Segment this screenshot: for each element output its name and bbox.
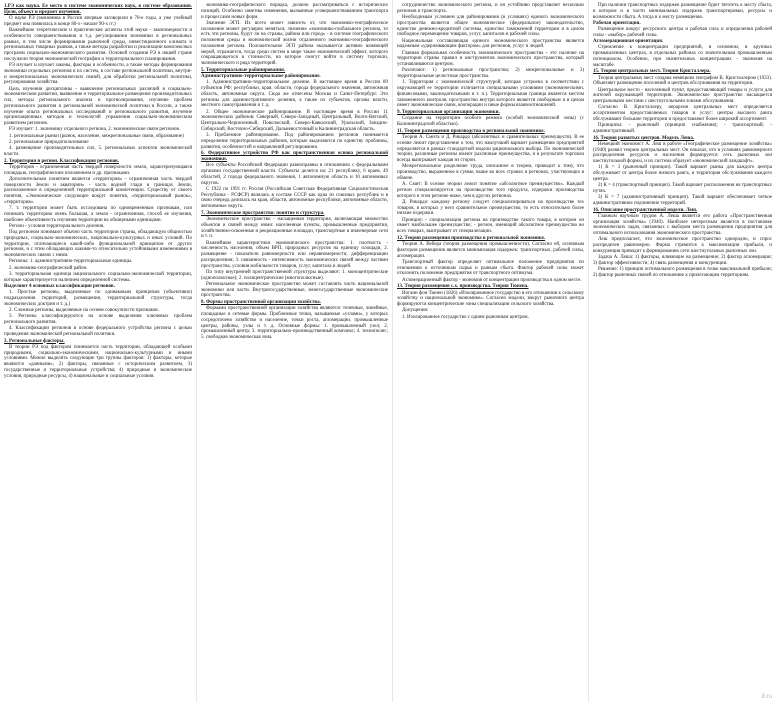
paragraph: Теория А. Смита и Д. Рикардо (абсолютных и сравнительных преимуществ). В ее основе лежит представление о том, что наилучший вариант размещения предприятий определяется в рамках стандартной модели рационального выбора. По экономической теории, различные регионы имеют различные преимущества, и в результате торговли всегда выигрывает каждая из сторон. — [397, 135, 584, 163]
paragraph: Цель изучения дисциплины - выявление региональных различий в социально-экономическом развитии, выявление и территориальное размещение производительных сил, методы регионального анализа и прогнозирования, изучение проблем регионального развития и региональной экономической политики в России, а также изучение опыта региональных исследований и регионального развития, изучение организационных методов и технологий управления социально-экономическим развитием регионов. — [4, 86, 192, 126]
paragraph: 2. Сложные регионы, выделяемые на основе совокупности признаков. — [9, 307, 159, 313]
paragraph: Территория - ограниченная часть твердой поверхности земли, характеризующаяся площадью, географическим положением и др. признаками. — [4, 164, 192, 176]
paragraph: экономико-географического порядка, должно рассматриваться с исторических позиций. Особенно заметны изменения, вызванные усовершенствованием транспорта и процессами новых форм. — [201, 3, 388, 20]
section-heading: 13. Теория размещения с.х. производства. Теория Тюнена. — [397, 284, 529, 290]
section-heading: 7. Экономическое пространство: понятие и структура. — [201, 210, 325, 216]
paragraph: 3. Проблемное районирование. Под районированием регионов понимается определение территориальных районов, которые выделяются по единству проблемы, развития, особенностей и направлений регулирования. — [201, 133, 388, 150]
section-heading: 16. Описание пространственной модели. Леш. — [593, 207, 698, 213]
paragraph: 1) К = 3 (рыночный принцип). Такой вариант рынка для каждого центра обслуживает от центра более низкого ранга, и территория обслуживания каждого центра. — [593, 165, 772, 182]
paragraph: При наличии транспортных издержек размещение будет тяготеть к месту сбыта, в котором и в части минимальных издержек транспортировки, ресурсы и возможности сбыта. А тогда и к месту размещения. — [593, 3, 772, 20]
paragraph: Главная формальная особенность экономического пространства - это наличие на территории страны правил и инструментов экономического пространства, который устанавливаются центром. — [397, 50, 584, 67]
paragraph: Формами пространственной организации хозяйства являются: точечные, линейные, площадные и сетевые формы. Проблемные точки, называемые «узлами», у которых сосредоточено хозяйство и население, точки роста, агломерации, промышленные центры, районы, узлы и т. д. Основные формы: 1. промышленный узел; 2. промышленный центр; 3. территориально-производственный комплекс; 4. технополис; 5. свободная экономическая зона. — [201, 306, 388, 340]
paragraph: Теория центральных мест создана немецким географом В. Кристаллером (1933). Объясняет размещение поселений и центров обслуживания на территории. — [593, 75, 772, 87]
section-heading: 8. Формы пространственной организации хозяйства. — [201, 300, 321, 305]
paragraph: Задача А. Леша: 1) факторы, влияющие на размещение; 2) фактор агломерации; 3) фактор эффективности; 4) связь размещения и конкуренции. — [593, 255, 772, 266]
paragraph: Национальная составляющая единого экономического пространства является надежным «удерживающим фактором» для регионов, услуг и людей. — [397, 38, 584, 50]
paragraph: 4. Классификации регионов в основе федерального устройства региона с целью проведения экономической региональной политики. — [4, 326, 192, 337]
paragraph: Дополнительным понятием является «территория» - ограниченная часть твердой поверхности Земли и акватории» - часть водной глади в границах Земли, расположенное в определенной территориальной компетенции. Существу от своего понятия, «Экономическое следующее вокруг понятия, «территориальный рынок», «территория». — [4, 176, 192, 205]
section-heading: 5. Территориальные районирования. — [201, 67, 286, 73]
paragraph: А. Смит: В основе теории лежит понятие «абсолютное преимущество». Каждый регион специализируется на производстве того продукта, издержки производства которого в этом регионе ниже, чем в других регионах. — [397, 182, 584, 199]
paragraph: 2. региональное природопользование — [9, 139, 89, 145]
paragraph: РЭ изучает и изучает законы, факторы и особенности, а также методы формирования экономики отдельных регионов и их систем, в составе региональной политики, внутри- и межрегиональных экономических связей, для обработки региональной политики, регулирования хозяйства. — [4, 63, 192, 86]
paragraph: 2. экономико-географический район. — [9, 265, 88, 271]
section-heading: 6. Федеративное устройство РФ как пространственная основа региональной экономики. — [201, 151, 388, 162]
subheading: Агломерационная ориентация. — [593, 39, 664, 44]
paragraph: 2. Общее экономическое районирование. В настоящее время в России 11 экономических районов: Северный, Северо-Западный, Центральный, Волго-Вятский, Центрально-Черноземный, Поволжский, Северо-Кавказский, Уральский, Западно-Сибирский, Восточно-Сибирский, Дальневосточный и Калининградская область. — [201, 109, 388, 132]
watermark: 8.ru — [761, 694, 772, 700]
paragraph: Д. Рикардо: каждому региону следует специализироваться на производстве тех товаров, в которых у него сравнительное преимущество, то есть относительно более низкие издержки. — [397, 199, 584, 217]
paragraph: В теории РЭ под фактором понимается часть территории, обладающей особыми природными, социально-экономическими, национально-культурными и иными условиями. Можно выделить следующие три группы факторов: 1) факторы, которые являются «данными», 2) факторы, связанные с историческим развитием, 3) государственные и территориальные устройства; 4) природные и экономические условия, природные ресурсы, 4) национальные и социальные условия. — [4, 344, 192, 379]
paragraph: 3. территориальная единица национального социально-экономической территории, которые характеризуется наличием определенной системы. — [4, 271, 192, 283]
section-heading: 12. Теории размещения производства в региональной экономике. — [397, 235, 546, 241]
paragraph: 1. Территория с экономической структурой, которая устроена в соответствии с окружающей ее территории отличается специальными условиями (экономическими, финансовыми, законодательными и т. п.). Территориальная граница является местом таможенного контроля, пространство внутри которого является свободным и в целом имеет экономические связи, кооперации и иные формы взаимоотношений. — [397, 80, 584, 109]
paragraph: Агломерационный фактор - экономия от концентрации производства в одном месте. — [402, 277, 582, 283]
paragraph: Немецкий экономист А. Леш в работе «Географическое размещение хозяйства» (1940) развил теорию центральных мест. Он показал, что в условиях равномерного распределения ресурсов и населения формируется сеть рыночных зон шестиугольной формы, и их система образует «экономический ландшафт». — [593, 141, 772, 164]
paragraph: Регионы: 1. административно-территориальные единицы. — [9, 259, 133, 265]
paragraph: По типу внутренней пространственной структуры выделяют: 1. моноцентрические (однополюсные); 2. полицентрические (многополюсные). — [201, 269, 388, 281]
paragraph: 1. региональные рынки (рынок, население, межрегиональные связи, образование) — [9, 133, 184, 139]
paragraph: Различают: 1) региональные пространства; 2) межрегиональные и 3) территориальные целостные пространства. — [397, 68, 584, 79]
paragraph: Необходимым условием для районирования (в условиях) единого экономического пространства является общее экономическое (федеральное) законодательство, единство денежно-кредитной системы, единство таможенной территории и в целом свободное перемещение товаров, услуг, капиталов и рабочей силы. — [397, 15, 584, 38]
paragraph: 3. Регионы классифицируются на основе выделения ключевых проблем регионального развития. — [4, 314, 192, 325]
paragraph: Главным научным трудом А. Леша является его работа «Пространственная организация хозяйства» (1940). Наиболее интересным является в постановке экономических задач, связанных с выбором места размещения предприятия для оптимального использования экономического пространства. — [593, 213, 772, 236]
subheading: Рабочая ориентация. — [593, 20, 641, 26]
text-column-1 — [0, 0, 197, 702]
paragraph: Значение ЭГП. Их всего может зависеть от, что экономико-географическое положение может регулярно меняться, значение «экономико-глобального региона, то есть эти регионы, будут ли на страны, района или город» - в системе географического положения среды и экономической жизни отдаленного экономико-географического положения региона. Положительное ЭГП района оказывается активно влияющей мерой, отражается, тогда среди систем в мире также экономический эффект, которого сокращающегося в стоимости, на которое смогут войти в систему торговли, экономического и ряда территорий. — [201, 20, 388, 66]
paragraph: Допущения: — [402, 308, 429, 314]
paragraph: С 1922 по 1991 гг. Россия (Российская Советская Федеративная Социалистическая Республика - РСФСР) являлась в составе СССР как одна из союзных республик и в свою очередь делилась на края, области, автономные республики, автономные области, автономные округа. — [201, 186, 388, 209]
paragraph: РЭ изучает: 1. экономику отдельного региона, 2. экономические связи регионов. — [9, 127, 181, 133]
paragraph: Под регионом понимают обычно часть территории страны, обладающую общностью природных, социально-экономических, национально-культурных и иных условий. По территории, отличающиеся какой-либо функциональной принципом от других регионов, и с этим обладающих какими-то относительно устойчивыми изменениями в экономических связях с ними. — [4, 230, 192, 258]
text-column-3 — [393, 0, 589, 702]
paragraph: Важнейшие теоретические и практические аспекты этой науки - закономерности и особенности совершенствования и т.д. регулирования экономики в региональных рамках, в том числе формирования рыночной среды, инвестиционного климата и региональных товарных рынков, а также методы разработки и реализации комплексных программ социально-экономического развития. Основой создания РЭ в нашей стране послужили теория экономической географии и территориального планирования. — [4, 28, 192, 62]
section-heading: 1.РЭ как наука. Ее место в системе экономических наук, в системе образования. Цели, объект и предмет изучения. — [4, 4, 192, 15]
section-heading: 3. Региональные факторы. — [4, 338, 65, 344]
paragraph: Принцип: - специализация региона на производстве такого товара, в котором он имеет наибольшее преимущество; - регион, имеющий абсолютное преимущество во всех товарах, выигрывает от специализации. — [397, 217, 584, 234]
paragraph: Экономическое пространство - насыщенная территория, включающая множество объектов и связей между ними: населенные пункты, промышленные предприятия, хозяйственно-освоенные и рекреационные площади, транспортные и инженерные сети и т. п. — [201, 217, 388, 240]
paragraph: Размещение вокруг ресурсного центра и рабочая сила и определения рабочей силы - «выбор» рабочей силы. — [593, 27, 772, 38]
section-heading: 11. Теория размещения производства в региональной экономике. — [397, 128, 545, 134]
paragraph: Важнейшие характеристики экономического пространства: 1. плотность - численность населения, объем ВРП, природных ресурсов на единицу площади, 2. размещение - показатели равномерности или неравномерности, дифференциации распределения; 3. связанность - интенсивность экономических связей между частями пространства, условия мобильности товаров, услуг, капитала и людей. — [201, 240, 388, 269]
text-column-4 — [589, 0, 776, 702]
paragraph: 2) К = 4 (транспортный принцип). Такой вариант расположения на транспортных путях. — [593, 183, 772, 194]
paragraph: 7. т. территория может быть исследована по одновременным признакам, или понимать территорию очень большая, а земля - ограниченная, способ ее изучения, наиболее объективность изучения территории на обширными единицами. — [4, 206, 192, 223]
paragraph: Межрегиональное разделение труда, описанное в теории, приводит к тому, что производство, выраженное в сумме, выше во всех странах и регионах, участвующих в обмене. — [397, 164, 584, 181]
paragraph: Теория А. Вебера (теория размещения промышленности). Согласно ей, основным фактором размещения является минимизация издержек: транспортных, рабочей силы, агломерации. — [397, 242, 584, 259]
section-heading: 9. Территориальная организация экономики. — [397, 110, 500, 115]
paragraph: О науке РЭ (экономика в России впервые заговорили в 70-е годы, а уже учебный предмет она появилась в конце 80-х- начале 90-х гг.) — [4, 16, 192, 27]
paragraph: Иоганн фон Тюнен (1826) «Изолированное государство в его отношении к сельскому хозяйству и национальной экономике». Согласно модели, вокруг рыночного центра формируются концентрические зоны специализации сельского хозяйства. — [397, 290, 584, 307]
paragraph: 3) К = 7 (административный принцип). Такой вариант обеспечивает четкое административное подчинение территорий. — [593, 195, 772, 206]
section-heading: 2. Территория и регион. Классификация регионов. — [4, 158, 119, 164]
paragraph: сотрудничество экономического региона, и он устойчиво представляет несколько регионов и транспорта. — [397, 3, 584, 14]
section-heading: 16. Теория развитых центров. Модель Леша. — [593, 135, 695, 141]
paragraph: 1. Простые регионы, выделяемые по одинаковым принципам (объективно) подразделения территорий, размещения, территориальной структуры, тогда экономических доктрин и т. д.) — [4, 290, 192, 307]
subheading: Административно-территориальное районирование. — [201, 74, 321, 79]
paragraph: 4. размещение производительных сил, 5. региональных аспектов экономической власти. — [4, 146, 192, 157]
paragraph: Стремление к концентрации предприятий, в основном, в крупных промышленных центрах, в отдельных районах со значительным промышленным потенциалом. Особенно, при значительных концентрациях - экономия на масштабе. — [593, 45, 772, 68]
paragraph: Все субъекты Российской Федерации равноправны в отношениях с федеральными органами государственной власти. Субъекты делятся на: 21 республику, 6 краев, 49 областей, 2 города федерального значения, 1 автономную область и 10 автономных округов. — [201, 163, 388, 186]
paragraph: Согласно В. Кристаллеру, иерархия центральных мест определяется ассортиментом предоставляемых товаров и услуг: центры высшего ранга обслуживают большие территории и предоставляют более широкий ассортимент. — [593, 105, 772, 122]
paragraph: 1. Изолированное государство с одним рыночным центром. — [402, 314, 529, 320]
paragraph: 1. Административно-территориальное деление. В настоящее время в России 89 субъектов РФ: республики, края, области, города федерального значения, автономная область, автономные округа. Сюда же отнесены Москва и Санкт-Петербург. Это регионы для административного деления, а также их субъектов, органы власти, местного самоуправления и т. д. — [201, 80, 388, 109]
paragraph: Региональное экономическое пространство может составлять часть национальной экономики или части. Внутригосударственные, межгосударственные экономические пространства. — [201, 281, 388, 299]
text-column-2 — [197, 0, 393, 702]
section-heading: 15. Теория центральных мест. Теория Кристаллера. — [593, 69, 711, 75]
paragraph: Регион - условия территориального деления. — [9, 223, 105, 229]
paragraph: Транспортный фактор определяет оптимальное положение предприятия по отношению к источникам сырья и рынкам сбыта. Фактор рабочей силы может отклонить положение предприятия от транспортного оптимума. — [397, 259, 584, 277]
paragraph: Леш предполагает, что экономическое пространство однородно, и спрос распределен равномерно. Фирма стремится к максимизации прибыли, и конкуренция приводит к формированию сети шестиугольных рыночных зон. — [593, 237, 772, 254]
paragraph: Принципы: - рыночный (принцип снабжения); - транспортный; - административный. — [593, 123, 772, 134]
paragraph: Создание на территории особого режима (особой экономической зоны) (с Калининградской областью). — [397, 116, 584, 127]
paragraph: Центральное место - населенный пункт, предоставляющий товары и услуги для жителей окружающей территории. Экономическое пространство насыщается центральными местами с шестиугольными зонами обслуживания. — [593, 87, 772, 104]
paragraph: Решение: 1) принцип оптимального размещения в точке максимальной прибыли; 2) фактор рыночных связей по отношению к прилегающим территориям. — [593, 267, 772, 278]
subheading: Выделяют 4 основных классификации регионов. — [4, 283, 115, 289]
